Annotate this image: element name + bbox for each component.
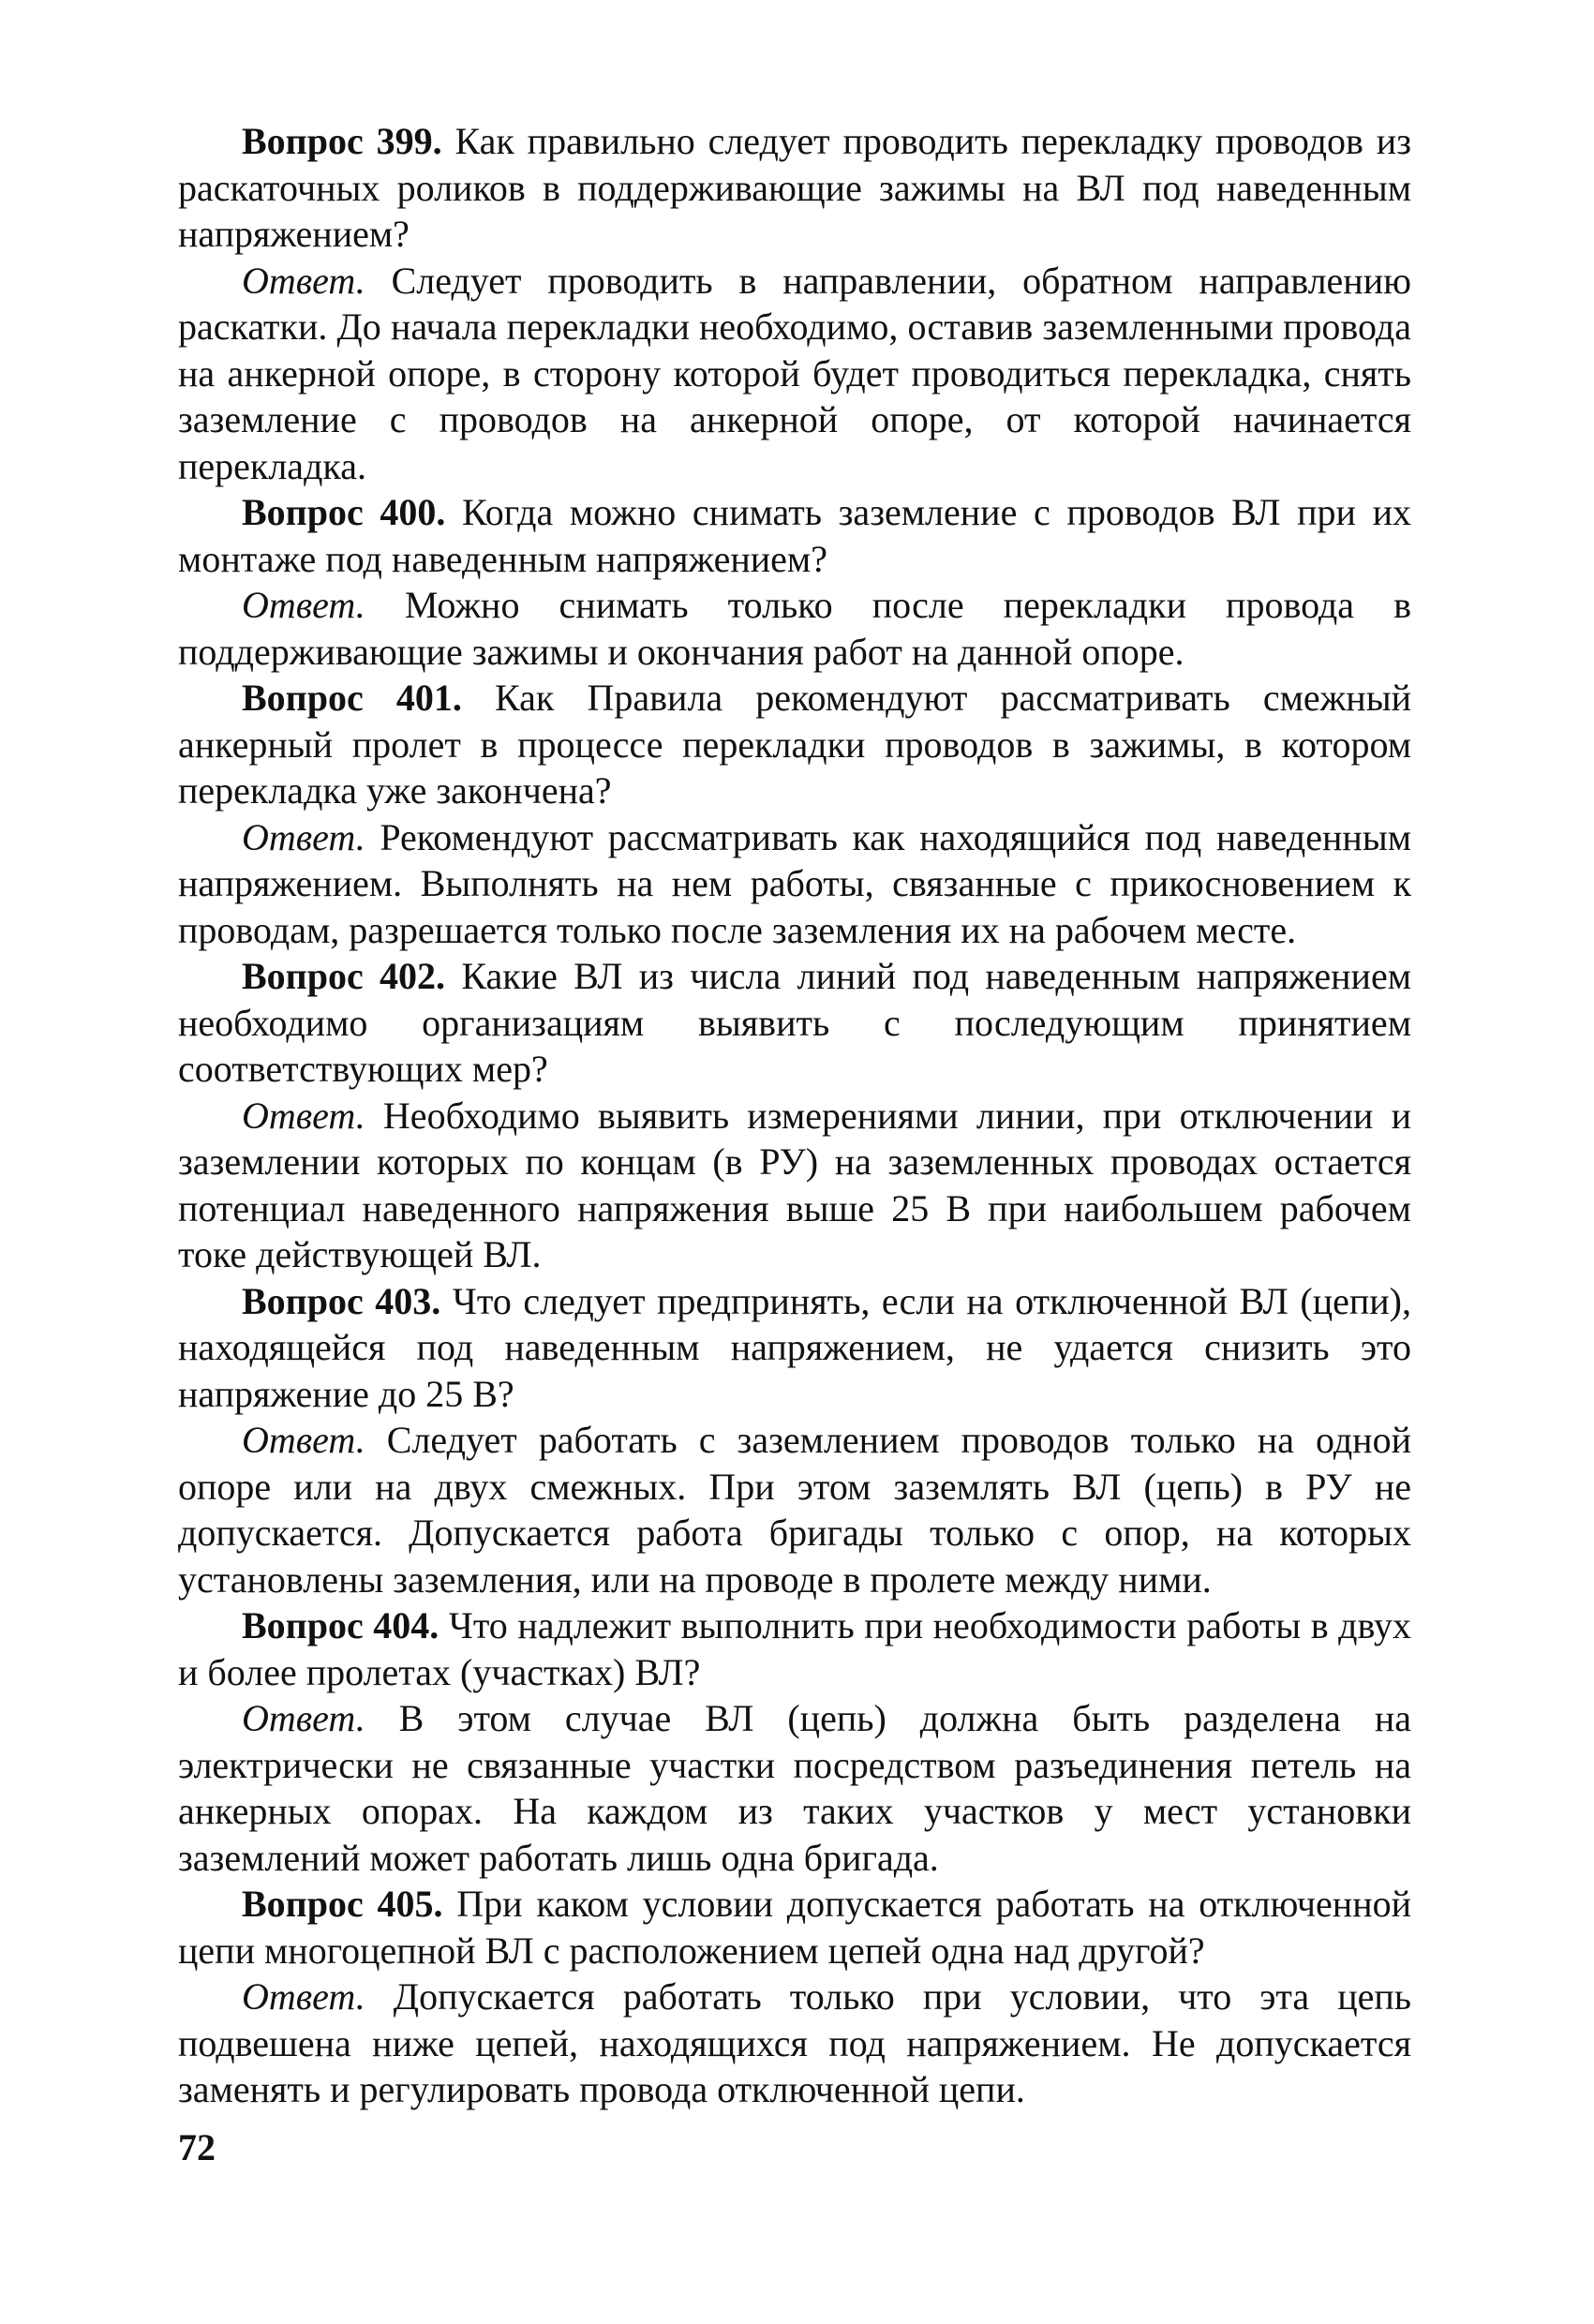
answer-404 [178, 1695, 1411, 1881]
question-401 [178, 675, 1411, 814]
answer-400 [178, 582, 1411, 675]
answer-label: Ответ. [242, 815, 365, 858]
question-text: Когда можно снимать заземление с проводов ВЛ при их монтаже под наведенным напряжением? [178, 491, 1411, 580]
answer-402 [178, 1093, 1411, 1278]
question-text: Как правильно следует проводить перекладку проводов из раскаточных роликов в поддерживающие зажимы на ВЛ под наведенным напряжением? [178, 120, 1411, 255]
question-text: Что следует предпринять, если на отключенной ВЛ (цепи), находящейся под наведенным напряжением, не удается снизить это напряжение до 25 В? [178, 1279, 1411, 1415]
question-402 [178, 953, 1411, 1093]
question-399 [178, 118, 1411, 258]
question-text: При каком условии допускается работать на отключенной цепи многоцепной ВЛ с расположением цепей одна над другой? [178, 1883, 1412, 1972]
question-text: Что надлежит выполнить при необходимости работы в двух и более пролетах (участках) ВЛ? [178, 1604, 1412, 1693]
question-label: Вопрос 403. [242, 1279, 441, 1322]
answer-401 [178, 814, 1411, 954]
answer-text: Необходимо выявить измерениями линии, при отключении и заземлении которых по концам (в РУ) на заземленных проводах остается потенциал наведенного напряжения выше 25 В при наибольшем рабочем токе действующей ВЛ. [178, 1094, 1411, 1275]
question-label: Вопрос 402. [242, 955, 446, 997]
question-label: Вопрос 399. [242, 120, 442, 162]
answer-text: Можно снимать только после перекладки провода в поддерживающие зажимы и окончания работ на данной опоре. [178, 584, 1411, 673]
question-405 [178, 1881, 1411, 1974]
question-text: Как Правила рекомендуют рассматривать смежный анкерный пролет в процессе перекладки проводов в зажимы, в котором перекладка уже закончена? [178, 677, 1411, 812]
page-body [178, 118, 1411, 2113]
answer-label: Ответ. [242, 1697, 365, 1739]
question-label: Вопрос 400. [242, 491, 446, 533]
question-label: Вопрос 401. [242, 677, 462, 719]
question-label: Вопрос 405. [242, 1883, 443, 1925]
page-number: 72 [178, 2126, 216, 2168]
answer-399 [178, 258, 1411, 490]
answer-label: Ответ. [242, 1419, 365, 1461]
question-text: Какие ВЛ из числа линий под наведенным напряжением необходимо организациям выявить с последующим принятием соответствующих мер? [178, 955, 1412, 1090]
answer-label: Ответ. [242, 1094, 365, 1137]
question-label: Вопрос 404. [242, 1604, 439, 1646]
question-400 [178, 489, 1411, 582]
answer-text: В этом случае ВЛ (цепь) должна быть разделена на электрически не связанные участки посредством разъединения петель на анкерных опорах. На каждом из таких участков у мест установки заземлений может работать лишь одна бригада. [178, 1697, 1411, 1879]
answer-text: Рекомендуют рассматривать как находящийся под наведенным напряжением. Выполнять на нем работы, связанные с прикосновением к проводам, разрешается только после заземления их на рабочем месте. [178, 815, 1411, 951]
question-403 [178, 1278, 1411, 1418]
question-404 [178, 1602, 1411, 1695]
answer-label: Ответ. [242, 1975, 365, 2018]
answer-text: Следует проводить в направлении, обратном направлению раскатки. До начала перекладки необходимо, оставив заземленными провода на анкерной опоре, в сторону которой будет проводиться перекладка, снять заземление с проводов на анкерной опоре, от которой начинается перекладка. [178, 259, 1411, 487]
answer-label: Ответ. [242, 584, 365, 626]
answer-403 [178, 1417, 1411, 1602]
answer-text: Допускается работать только при условии, что эта цепь подвешена ниже цепей, находящихся под напряжением. Не допускается заменять и регулировать провода отключенной цепи. [178, 1975, 1411, 2110]
answer-label: Ответ. [242, 259, 365, 302]
answer-text: Следует работать с заземлением проводов только на одной опоре или на двух смежных. При этом заземлять ВЛ (цепь) в РУ не допускается. Допускается работа бригады только с опор, на которых установлены заземления, или на проводе в пролете между ними. [178, 1419, 1411, 1601]
answer-405 [178, 1974, 1411, 2113]
